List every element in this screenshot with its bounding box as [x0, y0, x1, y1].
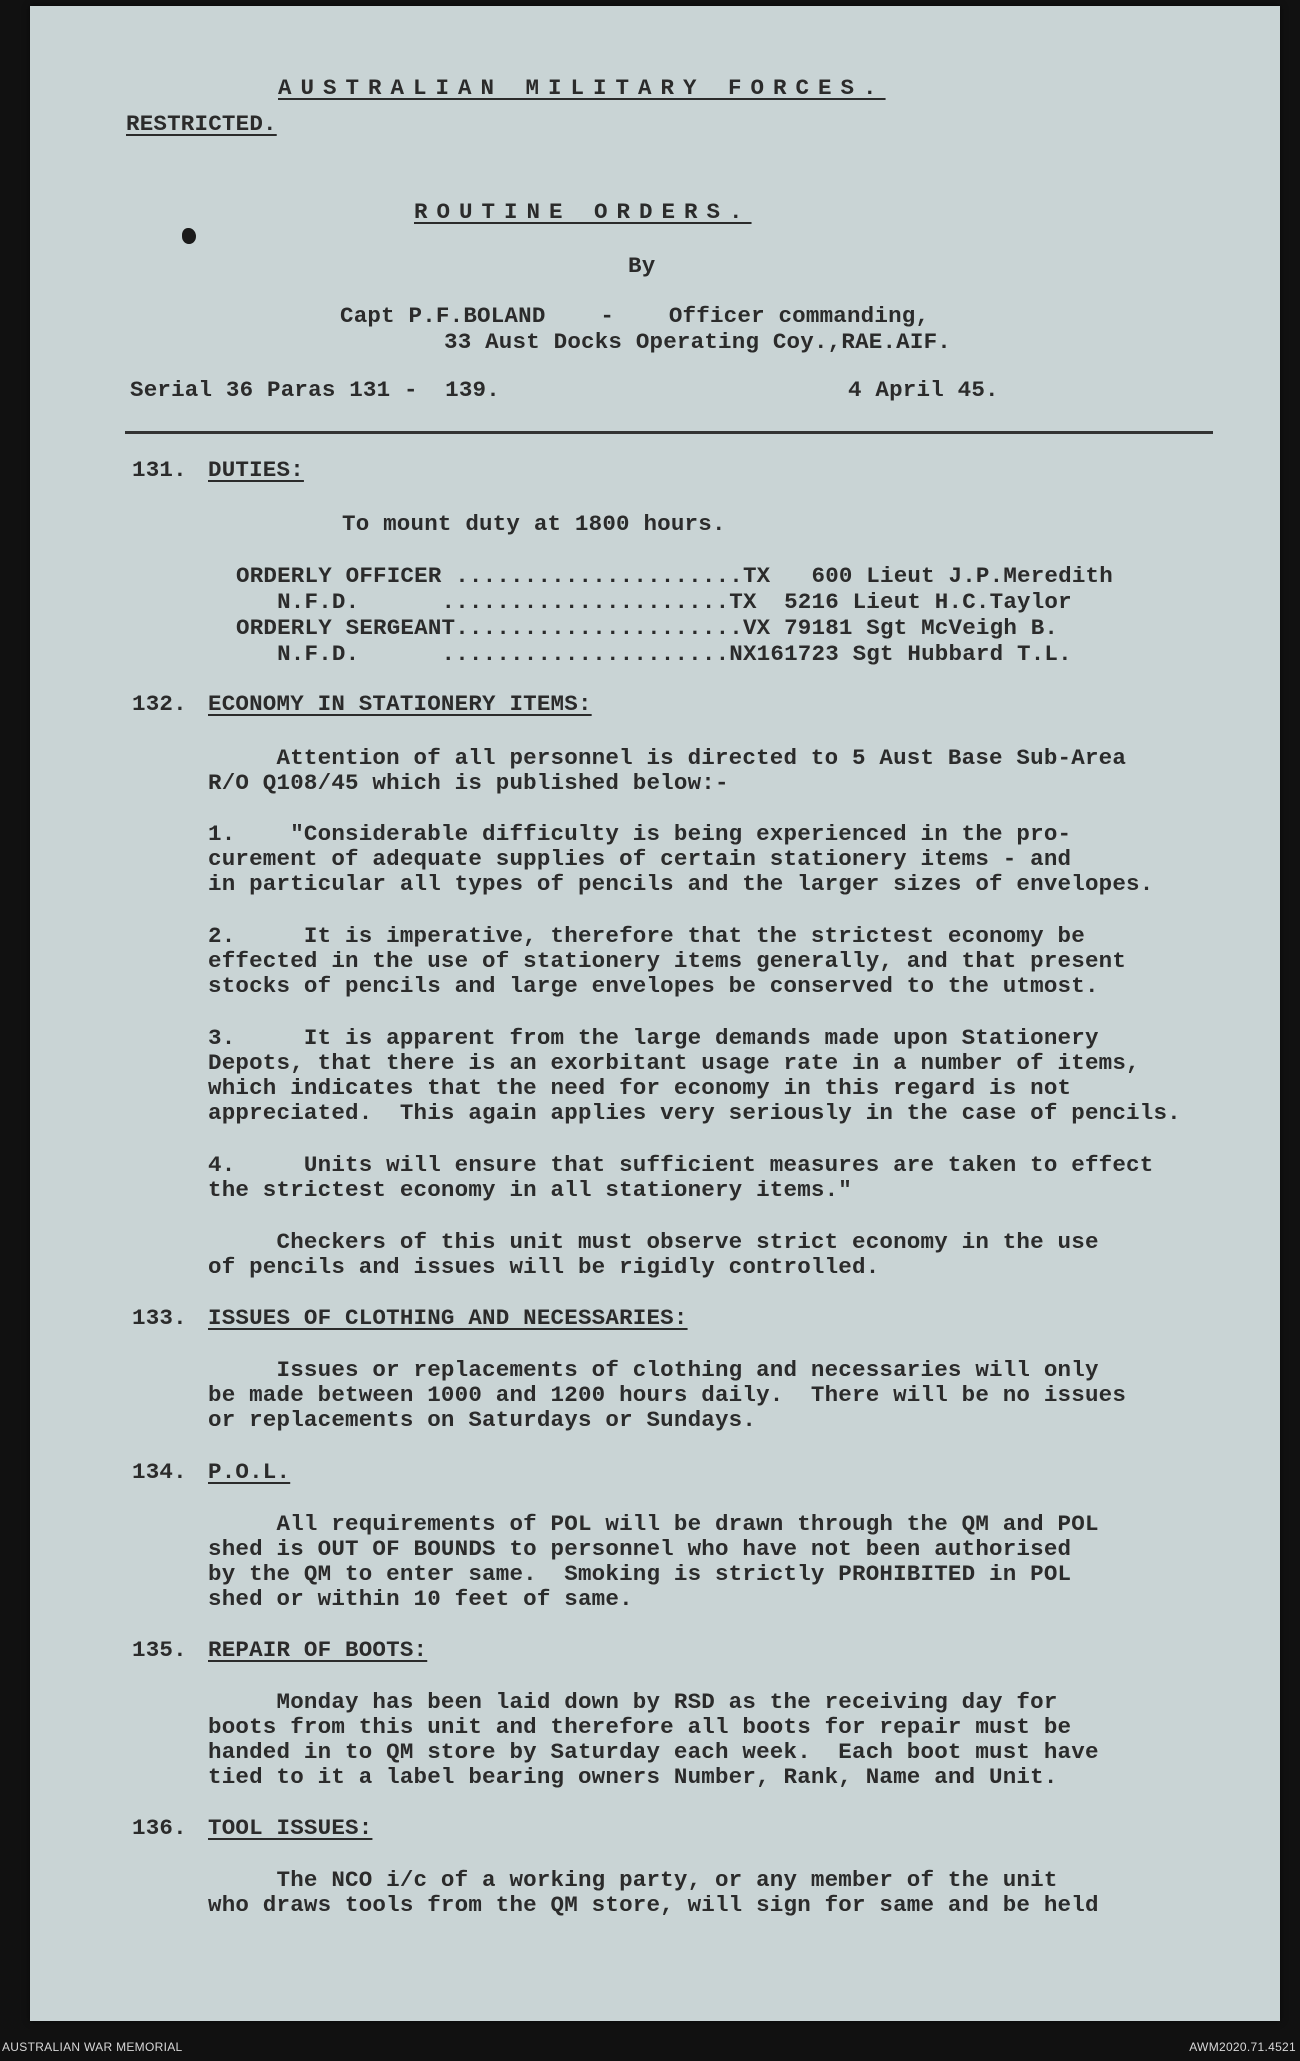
para-132-item-3: 3. It is apparent from the large demands made upon Stationery	[208, 1025, 1099, 1051]
ink-blot	[182, 228, 196, 244]
footer-credit: AUSTRALIAN WAR MEMORIAL	[2, 2040, 183, 2054]
para-132-item-3: appreciated. This again applies very seriously in the case of pencils.	[208, 1100, 1181, 1126]
para-132-item-1: 1. "Considerable difficulty is being experienced in the pro-	[208, 821, 1072, 847]
para-134-line: shed or within 10 feet of same.	[208, 1586, 633, 1612]
para-131-title: DUTIES:	[208, 457, 304, 483]
para-132-line: Attention of all personnel is directed to 5 Aust Base Sub-Area	[208, 745, 1127, 771]
para-136-line: The NCO i/c of a working party, or any member of the unit	[208, 1867, 1058, 1893]
para-132-title: ECONOMY IN STATIONERY ITEMS:	[208, 691, 592, 717]
duty-row: ORDERLY OFFICER .....................TX 600 Lieut J.P.Meredith	[236, 563, 1113, 589]
para-135-number: 135.	[132, 1637, 187, 1663]
para-133-number: 133.	[132, 1305, 187, 1331]
para-132-item-1: curement of adequate supplies of certain stationery items - and	[208, 846, 1072, 872]
classification-label: RESTRICTED.	[126, 111, 277, 137]
footer-accession-number: AWM2020.71.4521	[1189, 2040, 1296, 2054]
authority-line-2: 33 Aust Docks Operating Coy.,RAE.AIF.	[444, 329, 951, 355]
para-136-number: 136.	[132, 1815, 187, 1841]
para-133-title: ISSUES OF CLOTHING AND NECESSARIES:	[208, 1305, 688, 1331]
para-134-number: 134.	[132, 1459, 187, 1485]
duty-row: ORDERLY SERGEANT.....................VX 79181 Sgt McVeigh B.	[236, 615, 1059, 641]
para-132-closing: Checkers of this unit must observe strict economy in the use	[208, 1229, 1099, 1255]
header-rule	[125, 431, 1213, 434]
para-132-item-4: the strictest economy in all stationery items."	[208, 1177, 853, 1203]
para-132-item-3: Depots, that there is an exorbitant usage rate in a number of items,	[208, 1050, 1140, 1076]
order-date: 4 April 45.	[848, 377, 999, 403]
para-134-line: All requirements of POL will be drawn through the QM and POL	[208, 1511, 1099, 1537]
authority-line-1: Capt P.F.BOLAND - Officer commanding,	[340, 303, 930, 329]
para-131-intro: To mount duty at 1800 hours.	[342, 511, 726, 537]
para-134-line: by the QM to enter same. Smoking is strictly PROHIBITED in POL	[208, 1561, 1072, 1587]
para-134-title: P.O.L.	[208, 1459, 291, 1485]
para-132-item-2: stocks of pencils and large envelopes be conserved to the utmost.	[208, 973, 1099, 999]
by-line: By	[628, 253, 656, 279]
para-132-number: 132.	[132, 691, 187, 717]
document-type: ROUTINE ORDERS.	[414, 199, 752, 225]
document-page	[30, 6, 1280, 2021]
para-135-line: handed in to QM store by Saturday each week. Each boot must have	[208, 1739, 1099, 1765]
para-134-line: shed is OUT OF BOUNDS to personnel who have not been authorised	[208, 1536, 1072, 1562]
para-135-line: Monday has been laid down by RSD as the receiving day for	[208, 1689, 1058, 1715]
para-135-title: REPAIR OF BOOTS:	[208, 1637, 428, 1663]
para-133-line: or replacements on Saturdays or Sundays.	[208, 1407, 757, 1433]
para-132-item-1: in particular all types of pencils and the larger sizes of envelopes.	[208, 871, 1154, 897]
para-132-item-4: 4. Units will ensure that sufficient measures are taken to effect	[208, 1152, 1154, 1178]
para-133-line: be made between 1000 and 1200 hours daily. There will be no issues	[208, 1382, 1127, 1408]
para-132-item-2: effected in the use of stationery items generally, and that present	[208, 948, 1127, 974]
para-136-line: who draws tools from the QM store, will sign for same and be held	[208, 1892, 1099, 1918]
duty-row: N.F.D. .....................TX 5216 Lieut H.C.Taylor	[236, 589, 1072, 615]
para-135-line: boots from this unit and therefore all boots for repair must be	[208, 1714, 1072, 1740]
document-title: AUSTRALIAN MILITARY FORCES.	[278, 75, 886, 101]
para-136-title: TOOL ISSUES:	[208, 1815, 373, 1841]
para-133-line: Issues or replacements of clothing and necessaries will only	[208, 1357, 1099, 1383]
duty-row: N.F.D. .....................NX161723 Sgt Hubbard T.L.	[236, 641, 1072, 667]
para-132-item-2: 2. It is imperative, therefore that the strictest economy be	[208, 923, 1085, 949]
para-131-number: 131.	[132, 457, 187, 483]
para-132-closing: of pencils and issues will be rigidly controlled.	[208, 1254, 880, 1280]
para-132-line: R/O Q108/45 which is published below:-	[208, 770, 729, 796]
para-135-line: tied to it a label bearing owners Number, Rank, Name and Unit.	[208, 1764, 1058, 1790]
serial-line: Serial 36 Paras 131 - 139.	[130, 377, 500, 403]
para-132-item-3: which indicates that the need for economy in this regard is not	[208, 1075, 1072, 1101]
